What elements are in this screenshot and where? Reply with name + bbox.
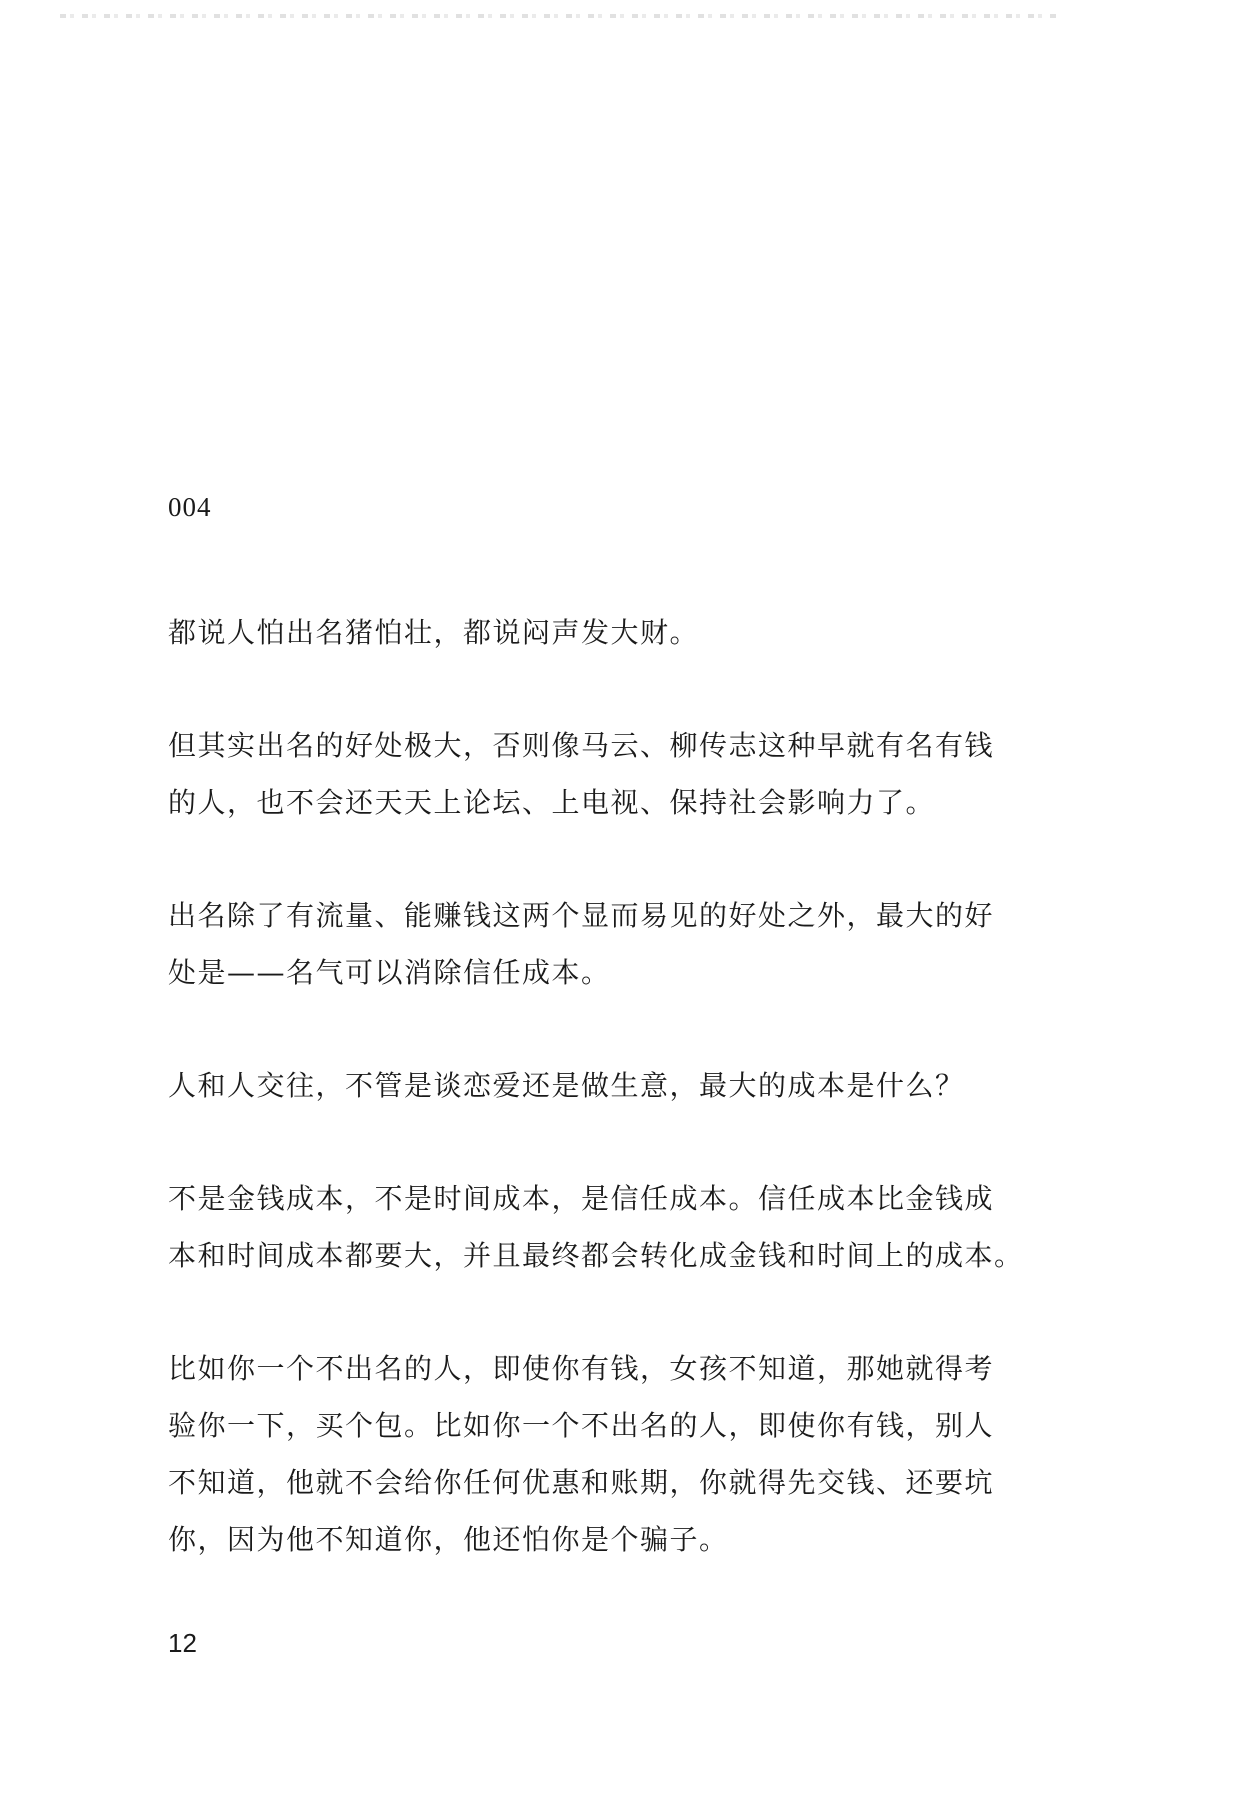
paragraph-1	[168, 604, 998, 661]
paragraph-2	[168, 717, 998, 831]
paragraph-line: 不是金钱成本，不是时间成本，是信任成本。信任成本比金钱成	[168, 1182, 995, 1215]
paragraph-6	[168, 1340, 998, 1568]
paragraph-line: 人和人交往，不管是谈恋爱还是做生意，最大的成本是什么？	[168, 1069, 965, 1102]
section-number: 004	[168, 492, 212, 522]
paragraph-line: 出名除了有流量、能赚钱这两个显而易见的好处之外，最大的好	[168, 899, 995, 932]
paragraph-line: 处是——名气可以消除信任成本。	[168, 956, 611, 989]
paragraph-line: 的人，也不会还天天上论坛、上电视、保持社会影响力了。	[168, 786, 936, 819]
paragraph-line: 但其实出名的好处极大，否则像马云、柳传志这种早就有名有钱	[168, 729, 995, 762]
paragraph-line: 你，因为他不知道你，他还怕你是个骗子。	[168, 1523, 729, 1556]
paragraph-line: 本和时间成本都要大，并且最终都会转化成金钱和时间上的成本。	[168, 1239, 1024, 1272]
paragraph-line: 验你一下，买个包。比如你一个不出名的人，即使你有钱，别人	[168, 1409, 995, 1442]
page-number: 12	[168, 1628, 197, 1658]
scan-edge-artifact	[60, 14, 1060, 18]
paragraph-line: 都说人怕出名猪怕壮，都说闷声发大财。	[168, 616, 700, 649]
body-text	[168, 604, 1024, 1624]
paragraph-line: 不知道，他就不会给你任何优惠和账期，你就得先交钱、还要坑	[168, 1466, 995, 1499]
paragraph-5	[168, 1170, 1024, 1284]
paragraph-3	[168, 887, 998, 1001]
paragraph-line: 比如你一个不出名的人，即使你有钱，女孩不知道，那她就得考	[168, 1352, 995, 1385]
paragraph-4	[168, 1057, 998, 1114]
